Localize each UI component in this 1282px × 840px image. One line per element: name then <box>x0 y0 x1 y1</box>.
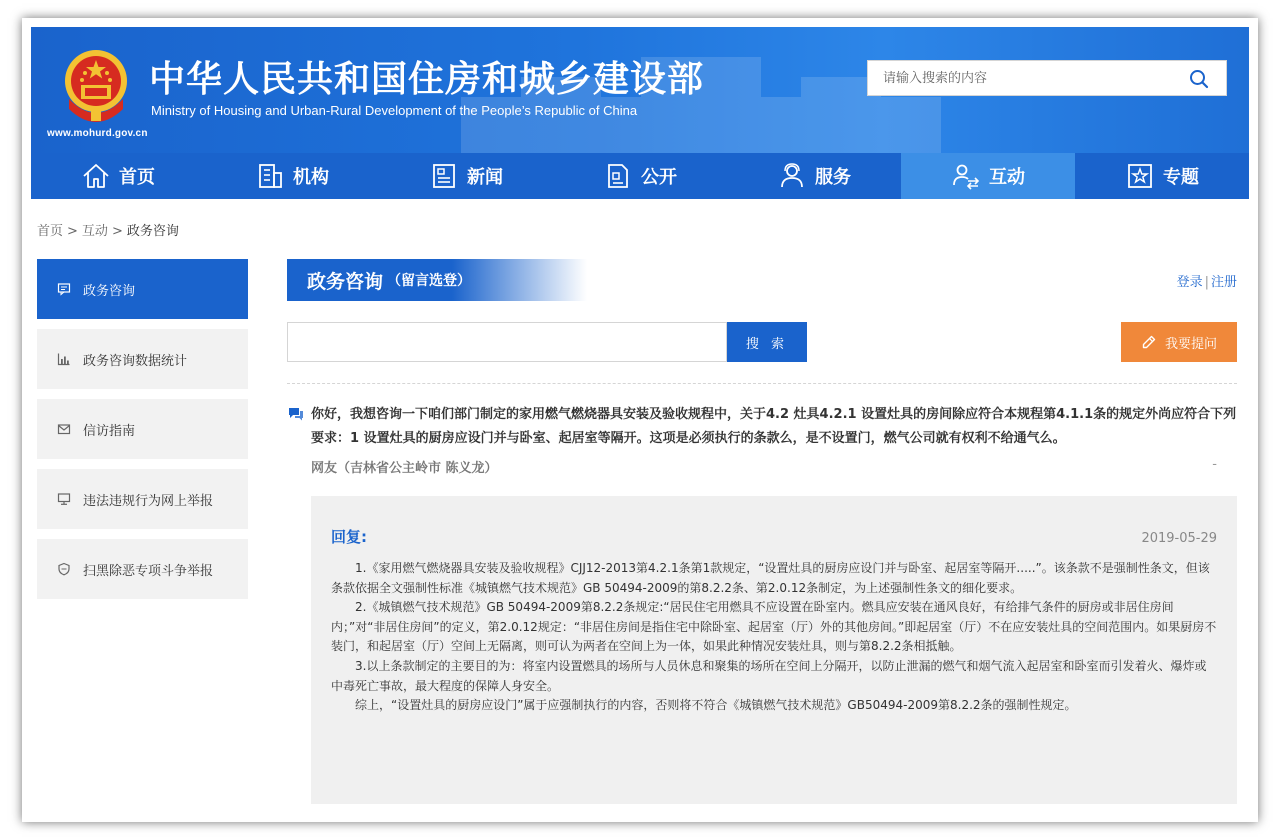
nav-item-service[interactable] <box>727 153 901 199</box>
register-link[interactable]: 注册 <box>1210 275 1237 290</box>
question-author-name: 网友（吉林省公主岭市 陈义龙） <box>311 461 498 476</box>
nav-item-public[interactable] <box>553 153 727 199</box>
sidebar-item-label: 政务咨询 <box>83 283 136 299</box>
browser-frame <box>22 18 1258 822</box>
question-author <box>311 457 1237 476</box>
site-search-box <box>867 60 1227 96</box>
sidebar-item-report-violation[interactable] <box>37 469 248 529</box>
message-icon <box>57 282 71 296</box>
reply-box <box>311 496 1237 804</box>
reply-label: 回复: <box>331 528 367 546</box>
nav-item-label: 首页 <box>119 167 155 188</box>
auth-separator: | <box>1204 275 1209 290</box>
consult-search-button[interactable]: 搜 索 <box>727 322 807 362</box>
mail-icon <box>57 422 71 436</box>
nav-item-news[interactable] <box>379 153 553 199</box>
breadcrumb <box>37 220 179 239</box>
ask-question-button[interactable] <box>1121 322 1237 362</box>
nav-item-label: 公开 <box>641 167 677 188</box>
sidebar-item-label: 信访指南 <box>83 423 136 439</box>
site-url: www.mohurd.gov.cn <box>47 128 148 139</box>
site-header <box>31 27 1249 153</box>
reply-paragraph: 2.《城镇燃气技术规范》GB 50494-2009第8.2.2条规定:“居民住宅用燃具不应设置在卧室内。燃具应安装在通风良好，有给排气条件的厨房或非居住房间内；”对“非居住房间”的定义，第2.0.12规定：“非居住房间是指住宅中除卧室、起居室（厅）外的其他房间。”即起居室（厅）不在应安装灶具的空间范围内。如果厨房不装门，和起居室（厅）空间上无隔离，则可认为两者在空间上为一体，如果此种情况安装灶具，则与第8.2.2条相抵触。 <box>331 600 1217 654</box>
question-text: 你好，我想咨询一下咱们部门制定的家用燃气燃烧器具安装及验收规程中，关于4.2 灶具4.2.1 设置灶具的房间除应符合本规程第4.1.1条的规定外尚应符合下列要求：1 设置灶具的厨房应设门并与卧室、起居室等隔开。这项是必须执行的条款么，是不设置门，燃气公司就有权利不给通气么。 <box>311 407 1237 446</box>
site-subtitle: Ministry of Housing and Urban-Rural Development of the People’s Republic of China <box>151 103 638 118</box>
service-person-icon <box>777 161 807 191</box>
page <box>31 27 1249 813</box>
consult-search-input[interactable] <box>287 322 727 362</box>
question-trailing: - <box>1212 457 1217 472</box>
shield-icon <box>57 562 71 576</box>
breadcrumb-separator: > <box>67 224 78 239</box>
nav-item-topic[interactable] <box>1075 153 1249 199</box>
divider <box>287 383 1237 384</box>
sidebar-item-report-crime[interactable] <box>37 539 248 599</box>
site-title: 中华人民共和国住房和城乡建设部 <box>149 59 705 100</box>
nav-item-label: 机构 <box>293 167 329 188</box>
ask-question-label: 我要提问 <box>1164 336 1217 352</box>
site-search-input[interactable] <box>868 61 1178 95</box>
reply-header <box>331 526 1217 547</box>
nav-item-home[interactable] <box>31 153 205 199</box>
main-nav <box>31 153 1249 199</box>
building-icon <box>255 161 285 191</box>
auth-links <box>1177 271 1237 290</box>
breadcrumb-current: 政务咨询 <box>126 224 179 239</box>
sidebar-item-label: 政务咨询数据统计 <box>83 353 188 369</box>
nav-item-interact[interactable] <box>901 153 1075 199</box>
star-icon <box>1125 161 1155 191</box>
sidebar-item-label: 扫黑除恶专项斗争举报 <box>83 563 214 579</box>
question-item <box>287 403 1237 476</box>
chat-bubble-icon <box>287 405 305 423</box>
monitor-icon <box>57 492 71 506</box>
home-icon <box>81 161 111 191</box>
sidebar-item-stats[interactable] <box>37 329 248 389</box>
nav-item-label: 互动 <box>989 167 1025 188</box>
chart-icon <box>57 352 71 366</box>
nav-item-label: 服务 <box>815 167 851 188</box>
section-title-main: 政务咨询 <box>307 270 384 293</box>
national-emblem-icon <box>63 47 129 123</box>
breadcrumb-home[interactable]: 首页 <box>37 224 64 239</box>
breadcrumb-interact[interactable]: 互动 <box>81 224 108 239</box>
login-link[interactable]: 登录 <box>1176 275 1203 290</box>
search-icon[interactable] <box>1188 68 1210 90</box>
section-title <box>287 259 587 301</box>
reply-paragraph: 综上，“设置灶具的厨房应设门”属于应强制执行的内容，否则将不符合《城镇燃气技术规范》GB50494-2009第8.2.2条的强制性规定。 <box>355 698 1077 713</box>
sidebar-item-consult[interactable] <box>37 259 248 319</box>
pencil-icon <box>1141 334 1157 350</box>
news-icon <box>429 161 459 191</box>
document-icon <box>603 161 633 191</box>
sidebar-item-label: 违法违规行为网上举报 <box>83 493 214 509</box>
interact-icon <box>951 161 981 191</box>
nav-item-label: 新闻 <box>467 167 503 188</box>
section-title-sub: （留言选登） <box>387 273 472 289</box>
nav-item-org[interactable] <box>205 153 379 199</box>
reply-paragraph: 3.以上条款制定的主要目的为：将室内设置燃具的场所与人员休息和聚集的场所在空间上分隔开，以防止泄漏的燃气和烟气流入起居室和卧室而引发着火、爆炸或中毒死亡事故，最大程度的保障人身安全。 <box>331 658 1207 693</box>
reply-body <box>331 559 1217 716</box>
reply-date: 2019-05-29 <box>1141 531 1217 546</box>
breadcrumb-separator: > <box>111 224 123 239</box>
nav-item-label: 专题 <box>1163 167 1199 188</box>
sidebar <box>37 259 248 609</box>
reply-paragraph: 1.《家用燃气燃烧器具安装及验收规程》CJJ12-2013第4.2.1条第1款规定，“设置灶具的厨房应设门并与卧室、起居室等隔开.....”。该条款不是强制性条文，但该条款依据全文强制性标准《城镇燃气技术规范》GB 50494-2009的第8.2.2条、第2.0.12条制定，为上述强制性条文的细化要求。 <box>331 561 1210 595</box>
sidebar-item-petition-guide[interactable] <box>37 399 248 459</box>
